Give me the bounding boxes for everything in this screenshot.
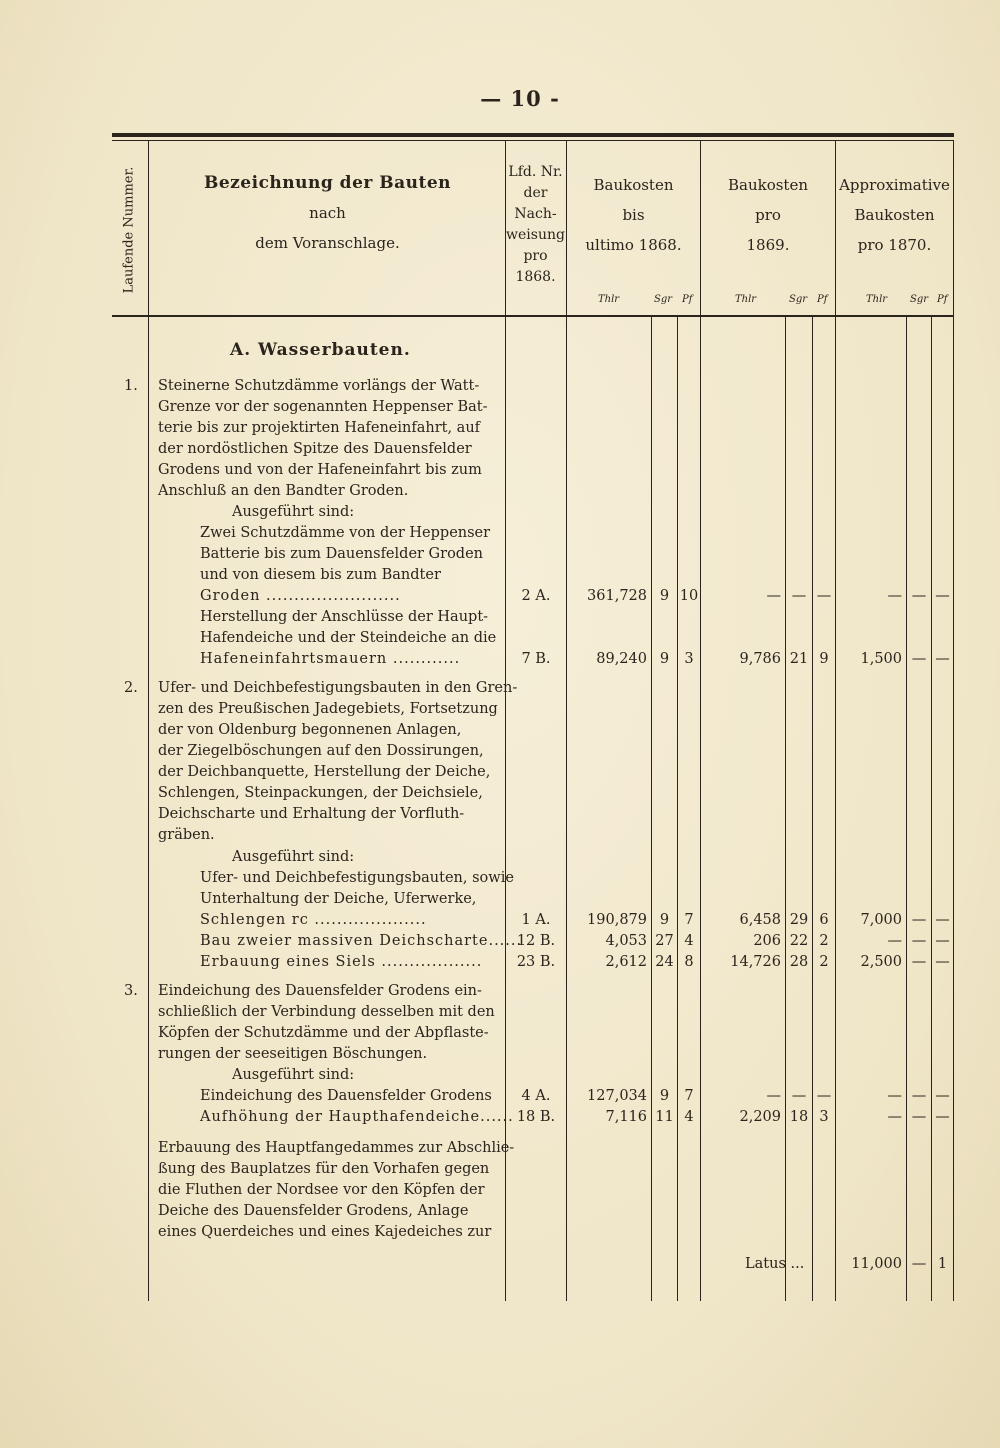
unit-pf-1868: Pf	[682, 294, 693, 305]
header-1869-1: Baukosten	[727, 176, 808, 194]
row-pf-1870: —	[935, 954, 950, 970]
row-pf-1868: 4	[684, 1109, 694, 1125]
item4-line: die Fluthen der Nordsee vor den Köpfen der	[158, 1182, 485, 1198]
row-pf-1868: 7	[684, 912, 694, 928]
row-nachweis: 12 B.	[516, 933, 556, 949]
section-title: A. Wasserbauten.	[230, 340, 411, 360]
item1-line: der nordöstlichen Spitze des Dauensfelder	[158, 441, 472, 457]
item3-line: Köpfen der Schutzdämme und der Abpflaste-	[158, 1025, 489, 1041]
item-number-3: 3.	[124, 983, 138, 999]
row-sgr-1869: 22	[789, 933, 809, 949]
unit-pf-1869: Pf	[817, 294, 828, 305]
header-1868-2: bis	[622, 206, 645, 224]
row-thlr-1869: 2,209	[739, 1109, 781, 1125]
item1-ausgefuehrt: Ausgeführt sind:	[232, 504, 355, 520]
col-divider-lfd	[148, 141, 149, 1301]
item3-sub1: Eindeichung des Dauensfelder Grodens	[200, 1088, 492, 1104]
header-nw-3: Nach-	[514, 206, 557, 222]
row-pf-1870: —	[935, 588, 950, 604]
item3-sub2: Aufhöhung der Haupthafendeiche......	[200, 1109, 514, 1125]
row-sgr-1870: —	[911, 1109, 927, 1125]
unit-thlr-1870: Thlr	[866, 294, 888, 305]
header-bezeichnung	[150, 168, 505, 258]
header-nw-6: 1868.	[515, 269, 556, 285]
item4-line: eines Querdeiches und eines Kajedeiches zur	[158, 1224, 492, 1240]
header-baukosten-1870	[836, 170, 953, 260]
item2-sub1-line: Schlengen rc ....................	[200, 912, 427, 928]
item2-line: der von Oldenburg begonnenen Anlagen,	[158, 722, 462, 738]
latus-label: Latus ...	[745, 1256, 805, 1272]
header-nw-1: Lfd. Nr.	[508, 164, 563, 180]
row-sgr-1868: 9	[659, 1088, 670, 1104]
row-thlr-1870: —	[887, 933, 902, 949]
row-sgr-1870: —	[911, 588, 927, 604]
item3-line: rungen der seeseitigen Böschungen.	[158, 1046, 428, 1062]
row-pf-1870: —	[935, 651, 950, 667]
row-pf-1868: 10	[679, 588, 699, 604]
row-sgr-1868: 24	[655, 954, 674, 970]
header-1869-3: 1869.	[746, 236, 790, 254]
row-nachweis: 23 B.	[516, 954, 556, 970]
item1-sub1-line: Batterie bis zum Dauensfelder Groden	[200, 546, 484, 562]
row-pf-1870: —	[935, 1109, 950, 1125]
row-sgr-1870: —	[911, 933, 927, 949]
item3-line: schließlich der Verbindung desselben mit den	[158, 1004, 495, 1020]
row-pf-1869: —	[816, 588, 832, 604]
subcol-1868-pf	[677, 316, 678, 1301]
header-bez-line3: dem Voranschlage.	[255, 234, 400, 252]
subcol-1869-sgr	[785, 316, 786, 1301]
row-pf-1869: 3	[819, 1109, 829, 1125]
row-thlr-1868: 127,034	[587, 1088, 647, 1104]
item2-ausgefuehrt: Ausgeführt sind:	[232, 849, 355, 865]
row-sgr-1869: 21	[789, 651, 809, 667]
row-pf-1870: —	[935, 933, 950, 949]
row-pf-1868: 3	[684, 651, 694, 667]
unit-thlr-1869: Thlr	[735, 294, 757, 305]
item2-sub2: Bau zweier massiven Deichscharte......	[200, 933, 523, 949]
header-1869-2: pro	[755, 206, 781, 224]
row-sgr-1869: —	[791, 588, 807, 604]
item1-sub2-line: Herstellung der Anschlüsse der Haupt-	[200, 609, 489, 625]
row-thlr-1868: 7,116	[605, 1109, 647, 1125]
row-thlr-1870: —	[887, 588, 902, 604]
header-1868-3: ultimo 1868.	[585, 236, 682, 254]
unit-sgr-1869: Sgr	[789, 294, 808, 305]
item4-line: ßung des Bauplatzes für den Vorhafen gegen	[158, 1161, 490, 1177]
unit-thlr-1868: Thlr	[598, 294, 620, 305]
item1-line: Steinerne Schutzdämme vorlängs der Watt-	[158, 378, 480, 394]
row-nachweis: 18 B.	[516, 1109, 556, 1125]
row-thlr-1869: 14,726	[730, 954, 781, 970]
latus-pf: 1	[937, 1256, 948, 1272]
unit-sgr-1870: Sgr	[910, 294, 929, 305]
row-sgr-1868: 27	[655, 933, 674, 949]
header-nw-2: der	[523, 185, 548, 201]
item2-sub3: Erbauung eines Siels ..................	[200, 954, 483, 970]
unit-sgr-1868: Sgr	[654, 294, 673, 305]
item1-sub1-line: Groden ........................	[200, 588, 401, 604]
row-thlr-1870: 1,500	[860, 651, 902, 667]
row-thlr-1870: 7,000	[860, 912, 902, 928]
header-bez-line2: nach	[309, 204, 346, 222]
item2-line: gräben.	[158, 827, 215, 843]
row-pf-1868: 4	[684, 933, 694, 949]
row-sgr-1869: 18	[789, 1109, 809, 1125]
row-pf-1869: 2	[819, 933, 829, 949]
header-rule	[112, 315, 954, 317]
row-pf-1868: 8	[684, 954, 694, 970]
row-thlr-1869: —	[766, 1088, 781, 1104]
subcol-1870-sgr	[906, 316, 907, 1301]
row-thlr-1868: 4,053	[605, 933, 647, 949]
row-sgr-1869: 29	[789, 912, 809, 928]
row-nachweis: 1 A.	[521, 912, 551, 928]
row-sgr-1868: 9	[659, 651, 670, 667]
item3-ausgefuehrt: Ausgeführt sind:	[232, 1067, 355, 1083]
row-sgr-1870: —	[911, 912, 927, 928]
row-sgr-1868: 9	[659, 912, 670, 928]
item2-line: der Deichbanquette, Herstellung der Deiche,	[158, 764, 491, 780]
row-thlr-1869: 206	[753, 933, 781, 949]
subcol-1869-pf	[812, 316, 813, 1301]
header-baukosten-1869	[701, 170, 835, 260]
row-thlr-1869: 6,458	[739, 912, 781, 928]
header-bez-line1: Bezeichnung der Bauten	[203, 173, 452, 193]
item-number-2: 2.	[124, 680, 138, 696]
row-pf-1868: 7	[684, 1088, 694, 1104]
item2-line: Ufer- und Deichbefestigungsbauten in den Gren-	[158, 680, 518, 696]
row-thlr-1870: —	[887, 1088, 902, 1104]
row-pf-1869: 2	[819, 954, 829, 970]
row-pf-1870: —	[935, 1088, 950, 1104]
header-nw-5: pro	[523, 248, 548, 264]
unit-pf-1870: Pf	[937, 294, 948, 305]
item2-sub1-line: Ufer- und Deichbefestigungsbauten, sowie	[200, 870, 514, 886]
item2-line: der Ziegelböschungen auf den Dossirungen,	[158, 743, 484, 759]
item1-line: Anschluß an den Bandter Groden.	[158, 483, 409, 499]
row-thlr-1870: —	[887, 1109, 902, 1125]
row-sgr-1869: 28	[789, 954, 809, 970]
row-sgr-1870: —	[911, 651, 927, 667]
item2-line: Deichscharte und Erhaltung der Vorfluth-	[158, 806, 465, 822]
row-sgr-1868: 9	[659, 588, 670, 604]
item1-line: Grodens und von der Hafeneinfahrt bis zum	[158, 462, 482, 478]
item3-line: Eindeichung des Dauensfelder Grodens ein-	[158, 983, 482, 999]
header-baukosten-1868	[567, 170, 700, 260]
top-rule-thin	[112, 140, 954, 141]
subcol-1868-sgr	[651, 316, 652, 1301]
item1-sub2-line: Hafendeiche und der Steindeiche an die	[200, 630, 497, 646]
item1-line: Grenze vor der sogenannten Heppenser Bat-	[158, 399, 488, 415]
row-sgr-1870: —	[911, 954, 927, 970]
top-rule-thick	[112, 133, 954, 137]
row-thlr-1868: 2,612	[605, 954, 647, 970]
header-1870-2: Baukosten	[854, 206, 935, 224]
row-thlr-1870: 2,500	[860, 954, 902, 970]
item1-sub2-line: Hafeneinfahrtsmauern ............	[200, 651, 461, 667]
row-sgr-1870: —	[911, 1088, 927, 1104]
header-nachweis	[505, 162, 566, 288]
item1-line: terie bis zur projektirten Hafeneinfahrt, auf	[158, 420, 481, 436]
subcol-1870-pf	[931, 316, 932, 1301]
item4-line: Erbauung des Hauptfangedammes zur Abschlie-	[158, 1140, 515, 1156]
row-thlr-1869: —	[766, 588, 781, 604]
row-nachweis: 2 A.	[521, 588, 551, 604]
item1-sub1-line: Zwei Schutzdämme von der Heppenser	[200, 525, 491, 541]
header-1870-1: Approximative	[839, 176, 950, 194]
row-pf-1869: —	[816, 1088, 832, 1104]
row-pf-1869: 9	[819, 651, 829, 667]
item-number-1: 1.	[124, 378, 138, 394]
item2-line: Schlengen, Steinpackungen, der Deichsiele,	[158, 785, 483, 801]
header-1868-1: Baukosten	[593, 176, 674, 194]
row-nachweis: 4 A.	[521, 1088, 551, 1104]
item2-line: zen des Preußischen Jadegebiets, Fortsetzung	[158, 701, 498, 717]
row-sgr-1868: 11	[655, 1109, 674, 1125]
header-lfd-nummer: Laufende Nummer.	[121, 166, 136, 294]
row-pf-1870: —	[935, 912, 950, 928]
item4-line: Deiche des Dauensfelder Grodens, Anlage	[158, 1203, 469, 1219]
latus-thlr: 11,000	[851, 1256, 902, 1272]
row-sgr-1869: —	[791, 1088, 807, 1104]
row-thlr-1868: 190,879	[587, 912, 647, 928]
col-divider-right	[953, 141, 954, 1301]
header-1870-3: pro 1870.	[857, 236, 932, 254]
row-thlr-1868: 361,728	[587, 588, 647, 604]
row-nachweis: 7 B.	[521, 651, 551, 667]
item2-sub1-line: Unterhaltung der Deiche, Uferwerke,	[200, 891, 477, 907]
latus-sgr: —	[911, 1256, 927, 1272]
row-pf-1869: 6	[819, 912, 829, 928]
header-nw-4: weisung	[506, 227, 565, 243]
row-thlr-1868: 89,240	[596, 651, 647, 667]
page-number: — 10 -	[480, 86, 560, 111]
row-thlr-1869: 9,786	[739, 651, 781, 667]
item1-sub1-line: und von diesem bis zum Bandter	[200, 567, 441, 583]
